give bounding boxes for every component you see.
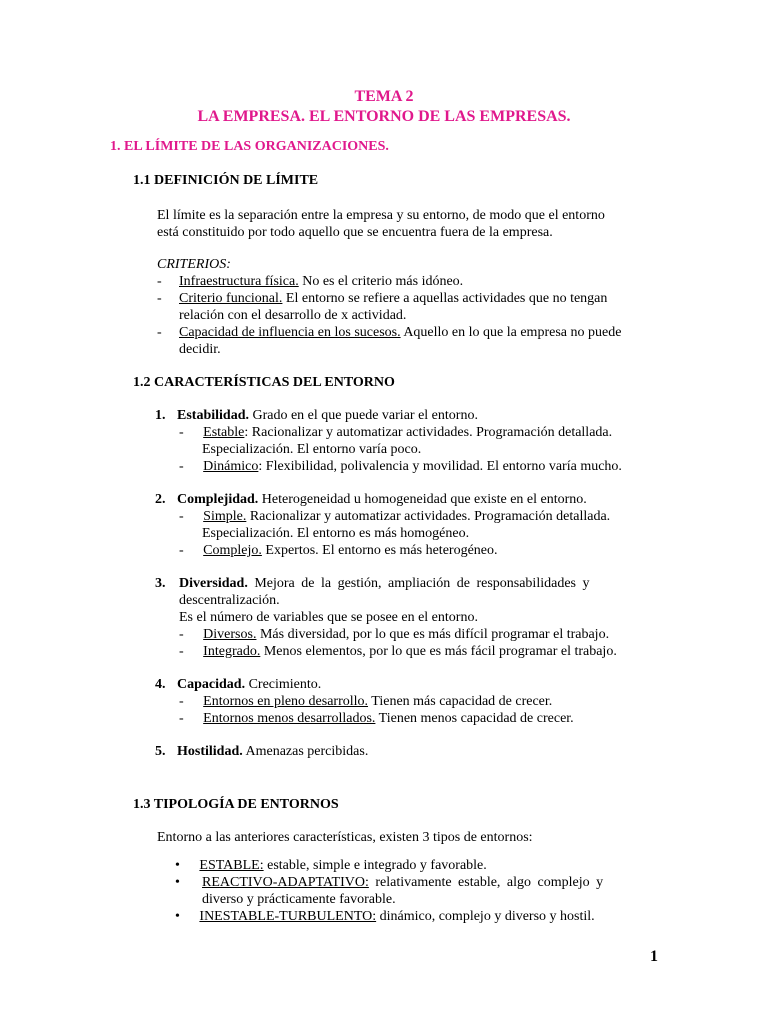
bullet-term: REACTIVO-ADAPTATIVO: [202, 875, 369, 890]
sub-item-text: Tienen más capacidad de crecer. [368, 694, 553, 709]
sub-item [179, 643, 617, 660]
subsection-1-1-heading: 1.1 DEFINICIÓN DE LÍMITE [133, 173, 319, 188]
page-number: 1 [650, 948, 658, 965]
characteristic-item [155, 491, 587, 508]
criterio-item [157, 324, 657, 341]
sub-item-text: Racionalizar y automatizar actividades. Programación detallada. [246, 509, 611, 524]
dash-marker: - [179, 543, 184, 558]
dash-marker: - [179, 459, 184, 474]
item-desc: Crecimiento. [245, 677, 322, 692]
sub-item [179, 693, 552, 710]
item-desc-line-3: Es el número de variables que se posee en el entorno. [179, 610, 478, 625]
criterio-continuation: decidir. [179, 342, 221, 357]
sub-item-term: Estable [203, 425, 245, 440]
dash-marker: - [179, 694, 184, 709]
criterio-text: No es el criterio más idóneo. [298, 274, 464, 289]
sub-item-text: Expertos. El entorno es más heterogéneo. [261, 543, 498, 558]
sub-item-text: Tienen menos capacidad de crecer. [375, 711, 574, 726]
item-title: Hostilidad. [177, 744, 243, 759]
definition-line-1: El límite es la separación entre la empresa y su entorno, de modo que el entorno [157, 208, 605, 223]
subsection-1-3-heading: 1.3 TIPOLOGÍA DE ENTORNOS [133, 797, 339, 812]
title-line-2: LA EMPRESA. EL ENTORNO DE LAS EMPRESAS. [197, 108, 571, 125]
title-line-1: TEMA 2 [354, 88, 414, 105]
bullet-text: dinámico, complejo y diverso y hostil. [376, 909, 595, 924]
tipologia-bullet [202, 874, 658, 891]
bullet-term: INESTABLE-TURBULENTO: [199, 909, 377, 924]
tipologia-intro: Entorno a las anteriores características, existen 3 tipos de entornos: [157, 830, 533, 845]
sub-item-continuation: Especialización. El entorno es más homogéneo. [202, 526, 470, 541]
item-desc: Heterogeneidad u homogeneidad que existe en el entorno. [258, 492, 587, 507]
subsection-1-2-heading: 1.2 CARACTERÍSTICAS DEL ENTORNO [133, 375, 395, 390]
item-desc: Grado en el que puede variar el entorno. [248, 408, 478, 423]
item-title: Estabilidad. [177, 408, 249, 423]
characteristic-item [155, 676, 321, 693]
sub-item [179, 542, 498, 559]
tipologia-bullet [175, 857, 487, 874]
dash-marker: - [179, 627, 184, 642]
sub-item [179, 710, 574, 727]
item-desc: Mejora de la gestión, ampliación de responsabilidades y [247, 576, 590, 591]
criterio-term: Infraestructura física. [179, 274, 299, 289]
item-title: Capacidad. [177, 677, 246, 692]
bullet-marker: • [175, 875, 180, 890]
sub-item [179, 458, 622, 475]
criterio-text: Aquello en lo que la empresa no puede [400, 325, 622, 340]
criterio-continuation: relación con el desarrollo de x actividad. [179, 308, 407, 323]
dash-marker: - [179, 509, 184, 524]
dash-marker: - [157, 274, 162, 289]
bullet-continuation: diverso y prácticamente favorable. [202, 892, 396, 907]
dash-marker: - [157, 325, 162, 340]
sub-item-term: Simple. [203, 509, 247, 524]
criterio-text: El entorno se refiere a aquellas actividades que no tengan [282, 291, 608, 306]
sub-item [179, 508, 610, 525]
item-number: 2. [155, 492, 166, 507]
dash-marker: - [179, 644, 184, 659]
item-desc-line [179, 575, 658, 592]
sub-item-text: Menos elementos, por lo que es más fácil programar el trabajo. [260, 644, 617, 659]
tipologia-bullet [175, 908, 595, 925]
sub-item-term: Diversos. [203, 627, 257, 642]
item-desc: Amenazas percibidas. [242, 744, 369, 759]
item-desc-line-2: descentralización. [179, 593, 280, 608]
sub-item-term: Dinámico [203, 459, 259, 474]
criterio-item [157, 273, 657, 290]
characteristic-item [155, 743, 368, 760]
dash-marker: - [157, 291, 162, 306]
criterio-item [157, 290, 657, 307]
dash-marker: - [179, 425, 184, 440]
bullet-term: ESTABLE: [199, 858, 264, 873]
item-title: Diversidad. [179, 576, 248, 591]
bullet-marker: • [175, 858, 180, 873]
item-number: 3. [155, 576, 166, 591]
section-1-heading: 1. EL LÍMITE DE LAS ORGANIZACIONES. [110, 139, 389, 154]
sub-item-text: : Racionalizar y automatizar actividades. Programación detallada. [244, 425, 613, 440]
bullet-text: estable, simple e integrado y favorable. [263, 858, 487, 873]
criterios-label: CRITERIOS: [157, 257, 231, 272]
item-number: 4. [155, 677, 166, 692]
sub-item-term: Complejo. [203, 543, 262, 558]
sub-item-text: Más diversidad, por lo que es más difícil programar el trabajo. [256, 627, 610, 642]
item-number: 5. [155, 744, 166, 759]
sub-item-term: Integrado. [203, 644, 261, 659]
item-number: 1. [155, 408, 166, 423]
criterio-term: Criterio funcional. [179, 291, 283, 306]
sub-item-term: Entornos en pleno desarrollo. [203, 694, 369, 709]
bullet-marker: • [175, 909, 180, 924]
characteristic-item [155, 575, 166, 592]
dash-marker: - [179, 711, 184, 726]
sub-item [179, 626, 609, 643]
item-title: Complejidad. [177, 492, 259, 507]
bullet-text: relativamente estable, algo complejo y [368, 875, 604, 890]
criterio-term: Capacidad de influencia en los sucesos. [179, 325, 401, 340]
sub-item-text: : Flexibilidad, polivalencia y movilidad. El entorno varía mucho. [258, 459, 622, 474]
sub-item-term: Entornos menos desarrollados. [203, 711, 376, 726]
sub-item-continuation: Especialización. El entorno varía poco. [202, 442, 422, 457]
definition-line-2: está constituido por todo aquello que se encuentra fuera de la empresa. [157, 225, 553, 240]
sub-item [179, 424, 612, 441]
characteristic-item [155, 407, 478, 424]
